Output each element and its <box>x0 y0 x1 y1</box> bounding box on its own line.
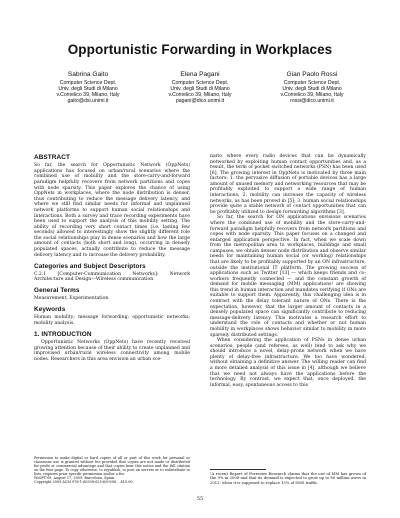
categories-heading: Categories and Subject Descriptors <box>34 262 146 270</box>
introduction-heading: 1. INTRODUCTION <box>34 330 92 338</box>
author-block <box>34 71 366 104</box>
author-address: v.Comelico 39, Milano, Italy <box>56 91 120 98</box>
page-number: 55 <box>196 496 204 502</box>
paper-title: Opportunistic Forwarding in Workplaces <box>67 42 333 57</box>
author-name: Sabrina Gaito <box>67 71 109 78</box>
author-dept: Computer Science Dept. <box>171 79 229 86</box>
author-dept: Computer Science Dept. <box>59 79 117 86</box>
introduction-text: Opportunistic Networks (OppNets) have recently received growing attention because of their ability to create unplanned and improvised urban/rural wireless connectivity among mobile nodes. Researchers in this area envision an urban sce- <box>34 340 190 362</box>
footnote: ¹A recent Report of Forrester Research claims that the use of MM has grown of the 9% in 2008 and that its demand is expected to grow up to 80 million users in 2013, when it is supposed to replace 15% of SMS traffic. <box>210 472 366 485</box>
body-paragraph: When considering the application of PSNs in dense urban scenarios, people (and referees, as well) tend to ask why we should introduce a novel, delay-prone network when we have plenty of delay-free infrastructure. We too have wondered, without obtaining a definitive answer. The willing reader can find a more detailed analysis of this issue in [4], although we believe that we need not always have the applications before the technology. By contrast, we expect that, once deployed, the informal, easy, spontaneous access to this <box>210 338 366 388</box>
abstract-text: So far, the search for Opportunistic Network (OppNets) applications has focused on urban/rural scenarios where the combined use of mobility and the store-carry-and-forward paradigm helpfully recovers from network partitions and copes with node sparsity. This paper explores the chance of using OppNets in workplaces, where the node distribution is denser, thus contributing to reduce the message delivery latency, and where we still find similar needs for informal and unplanned network platforms to support human social relationships and interactions. Both a survey and trace recording experiments have been used to support the analysis of this mobility setting. The ability of recording very short contact times (i.e. lasting few seconds) allowed to interestingly show the slightly different role the social relationships play in dense scenarios and how the large amount of contacts (both short and long), occurring in densely populated spaces, actually contribute to reduce the message delivery latency and to increase the delivery probability. <box>34 163 190 258</box>
copyright-notice <box>34 456 190 484</box>
author-2 <box>146 71 254 104</box>
author-email: rossi@dico.unimi.it <box>290 98 334 105</box>
author-3 <box>258 71 366 104</box>
keywords-text: Human mobility; message forwarding; opportunistic networks; mobility analysis. <box>34 315 190 326</box>
right-column <box>210 154 366 388</box>
permission-text: Permission to make digital or hard copies of all or part of this work for personal or classroom use is granted without fee provided that copies are not made or distributed for profit or commercial advantage and that copies bear this notice and the full citation on the first page. To copy otherwise, to republish, to post on servers or to redistribute to lists, requires prior specific permission and/or a fee. <box>34 456 190 477</box>
author-univ: Univ. degli Studi di Milano <box>58 85 118 92</box>
author-1 <box>34 71 142 104</box>
copyright-line: Copyright 2009 ACM 978-1-60558-625-6/09/08 ...$10.00. <box>34 480 134 485</box>
body-paragraph: So far, the search for ON applications envisions scenarios where the combined use of mobility and the store-carry-and-forward paradigm helpfully recovers from network partitions and copes with node sparsity. This paper focuses on a changed and enlarged application perspective. In fact, when we scale down from the metropolitan area to workplaces, buildings and small campuses, we obtain denser node distribution and observe similar needs for maintaining human social (or working) relationships that are likely to be profitably supported by an ON infrastructure, outside the institutional IT platform. The growing success of applications such as Twitter [13] — which keeps friends and co-workers frequently connected — and the constant growth of demand for mobile messaging (MM) applications¹ are showing this trend in human interaction and mandates verifying if ONs are suitable to support them. Apparently, this challenging idea is in contrast with the delay tolerant nature of ONs. There is the expectation, however, that the larger amount of contacts in a densely populated space can significantly contribute to reducing message-delivery latency. This motivates a research effort to understand the role of contacts and whether or not human mobility in workplaces shows behavior similar to mobility in more sparsely distributed settings. <box>210 215 366 338</box>
abstract-heading: ABSTRACT <box>34 154 70 161</box>
author-name: Gian Paolo Rossi <box>286 71 338 78</box>
author-univ: Univ. degli Studi di Milano <box>282 85 342 92</box>
general-terms-text: Measurement, Experimentation <box>34 296 109 302</box>
author-name: Elena Pagani <box>180 71 220 78</box>
keywords-heading: Keywords <box>34 306 66 314</box>
author-address: v.Comelico 39, Milano, Italy <box>280 91 344 98</box>
author-dept: Computer Science Dept. <box>283 79 341 86</box>
body-paragraph: nario where every radio devices that can be dynamically networked by exploiting human contact opportunities and, as a result, the term of pocket switched networks (PSN) has been used [6]. The growing interest in OppNets is motivated by three main factors: 1. the pervasive diffusion of portable devices has a large amount of unused memory and networking resources that may be profitably exploited to support a wide range of human interactions; 2. mobility can increase the capacity of wireless networks, as has been proved in [5]; 3. human social relationships provide quite a stable network of contact opportunities that can be profitably utilized to design forwarding algorithms [3]. <box>210 154 366 215</box>
conference-line: WiOPT'09, August 17, 2009, Barcelona, Spain. <box>34 476 116 481</box>
general-terms-heading: General Terms <box>34 287 80 295</box>
footnote-rule <box>210 469 266 470</box>
author-email: gaito@dsi.unimi.it <box>67 98 109 105</box>
author-address: v.Comelico 39, Milano, Italy <box>168 91 232 98</box>
categories-text: C.2.1 [Computer-Communication Networks]: Network Architecture and Design—Wireless communication <box>34 271 190 283</box>
left-column <box>34 154 190 363</box>
author-univ: Univ. degli Studi di Milano <box>170 85 230 92</box>
author-email: pagani@dico.unimi.it <box>175 98 225 105</box>
